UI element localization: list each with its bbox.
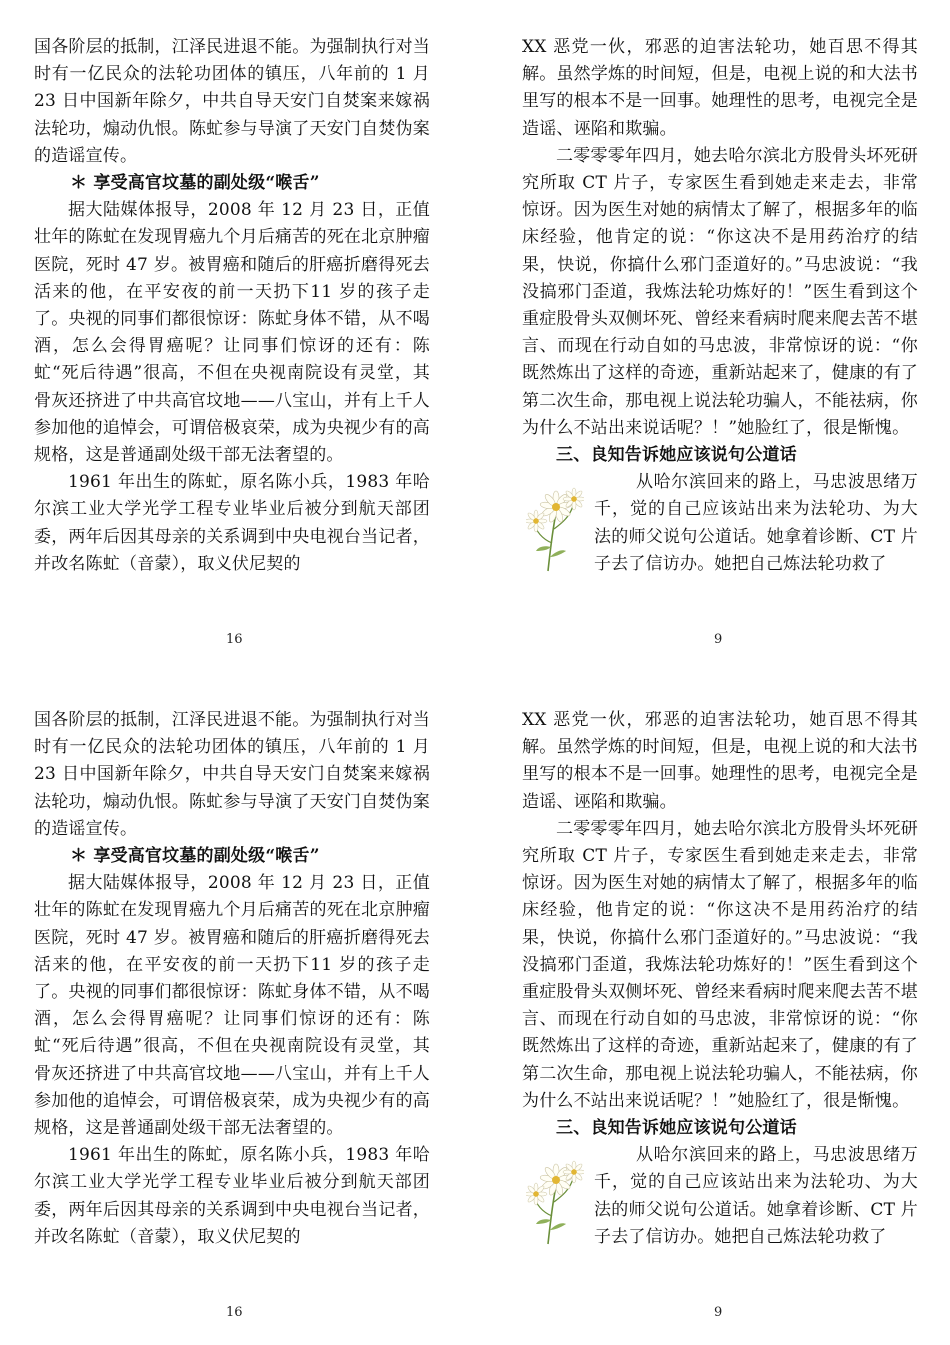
paragraph: 从哈尔滨回来的路上，马忠波思绪万千，觉的自己应该站出来为法轮功、为大法的师父说句公道话。她拿着诊断、CT 片子去了信访办。她把自己炼法轮功救了 bbox=[594, 1145, 918, 1247]
daisy-flower-icon bbox=[526, 473, 584, 573]
spread-bottom bbox=[0, 673, 950, 1345]
page-number: 9 bbox=[714, 632, 723, 647]
section-heading: 三、良知告诉她应该说句公道话 bbox=[556, 1118, 797, 1139]
daisy-flower-icon bbox=[526, 1146, 584, 1246]
section-heading: ＊ 享受高官坟墓的副处级“喉舌” bbox=[70, 846, 320, 867]
paragraph: 据大陆媒体报导，2008 年 12 月 23 日，正值壮年的陈虻在发现胃癌九个月后痛苦的死在北京肿瘤医院，死时 47 岁。被胃癌和随后的肝癌折磨得死去活来的他，在平安夜的前一天扔下11 岁的孩子走了。央视的同事们都很惊讶：陈虻身体不错，从不喝酒，怎么会得胃癌呢？让同事们惊讶的还有：陈虻“死后待遇”很高，不但在央视南院设有灵堂，其骨灰还挤进了中共高官坟地——八宝山，并有上千人参加他的追悼会，可谓倍极哀荣，成为央视少有的高规格，这是普通副处级干部无法奢望的。 bbox=[34, 873, 430, 1139]
right-page-text bbox=[522, 34, 918, 578]
section-heading: ＊ 享受高官坟墓的副处级“喉舌” bbox=[70, 173, 320, 194]
paragraph: 据大陆媒体报导，2008 年 12 月 23 日，正值壮年的陈虻在发现胃癌九个月后痛苦的死在北京肿瘤医院，死时 47 岁。被胃癌和随后的肝癌折磨得死去活来的他，在平安夜的前一天扔下11 岁的孩子走了。央视的同事们都很惊讶：陈虻身体不错，从不喝酒，怎么会得胃癌呢？让同事们惊讶的还有：陈虻“死后待遇”很高，不但在央视南院设有灵堂，其骨灰还挤进了中共高官坟地——八宝山，并有上千人参加他的追悼会，可谓倍极哀荣，成为央视少有的高规格，这是普通副处级干部无法奢望的。 bbox=[34, 200, 430, 466]
paragraph: 从哈尔滨回来的路上，马忠波思绪万千，觉的自己应该站出来为法轮功、为大法的师父说句公道话。她拿着诊断、CT 片子去了信访办。她把自己炼法轮功救了 bbox=[594, 472, 918, 574]
left-page-text bbox=[34, 34, 430, 578]
paragraph: XX 恶党一伙，邪恶的迫害法轮功，她百思不得其解。虽然学炼的时间短，但是，电视上说的和大法书里写的根本不是一回事。她理性的思考，电视完全是造谣、诬陷和欺骗。 bbox=[522, 37, 918, 139]
paragraph: 国各阶层的抵制，江泽民进退不能。为强制执行对当时有一亿民众的法轮功团体的镇压，八年前的 1 月 23 日中国新年除夕，中共自导天安门自焚案来嫁祸法轮功，煽动仇恨。陈虻参与导演了天安门自焚伪案的造谣宣传。 bbox=[34, 710, 430, 839]
paragraph: 1961 年出生的陈虻，原名陈小兵，1983 年哈尔滨工业大学光学工程专业毕业后被分到航天部团委，两年后因其母亲的关系调到中央电视台当记者，并改名陈虻（音蒙），取义伏尼契的 bbox=[34, 472, 430, 574]
section-heading: 三、良知告诉她应该说句公道话 bbox=[556, 445, 797, 466]
flower-paragraph bbox=[522, 469, 918, 578]
paragraph: 二零零零年四月，她去哈尔滨北方股骨头坏死研究所取 CT 片子，专家医生看到她走来走去，非常惊讶。因为医生对她的病情太了解了，根据多年的临床经验，他肯定的说：“你这决不是用药治疗的结果，快说，你搞什么邪门歪道好的。”马忠波说：“我没搞邪门歪道，我炼法轮功炼好的！”医生看到这个重症股骨头双侧坏死、曾经来看病时爬来爬去苦不堪言、而现在行动自如的马忠波，非常惊讶的说：“你既然炼出了这样的奇迹，重新站起来了，健康的有了第二次生命，那电视上说法轮功骗人，不能祛病，你为什么不站出来说话呢？！”她脸红了，很是惭愧。 bbox=[522, 818, 918, 1111]
right-page-text bbox=[522, 707, 918, 1251]
left-page-text bbox=[34, 707, 430, 1251]
paragraph: XX 恶党一伙，邪恶的迫害法轮功，她百思不得其解。虽然学炼的时间短，但是，电视上说的和大法书里写的根本不是一回事。她理性的思考，电视完全是造谣、诬陷和欺骗。 bbox=[522, 710, 918, 812]
flower-paragraph bbox=[522, 1142, 918, 1251]
paragraph: 二零零零年四月，她去哈尔滨北方股骨头坏死研究所取 CT 片子，专家医生看到她走来走去，非常惊讶。因为医生对她的病情太了解了，根据多年的临床经验，他肯定的说：“你这决不是用药治疗的结果，快说，你搞什么邪门歪道好的。”马忠波说：“我没搞邪门歪道，我炼法轮功炼好的！”医生看到这个重症股骨头双侧坏死、曾经来看病时爬来爬去苦不堪言、而现在行动自如的马忠波，非常惊讶的说：“你既然炼出了这样的奇迹，重新站起来了，健康的有了第二次生命，那电视上说法轮功骗人，不能祛病，你为什么不站出来说话呢？！”她脸红了，很是惭愧。 bbox=[522, 145, 918, 438]
page-number: 9 bbox=[714, 1305, 723, 1320]
page-number: 16 bbox=[226, 1305, 243, 1320]
paragraph: 1961 年出生的陈虻，原名陈小兵，1983 年哈尔滨工业大学光学工程专业毕业后被分到航天部团委，两年后因其母亲的关系调到中央电视台当记者，并改名陈虻（音蒙），取义伏尼契的 bbox=[34, 1145, 430, 1247]
spread-top bbox=[0, 0, 950, 672]
page-number: 16 bbox=[226, 632, 243, 647]
paragraph: 国各阶层的抵制，江泽民进退不能。为强制执行对当时有一亿民众的法轮功团体的镇压，八年前的 1 月 23 日中国新年除夕，中共自导天安门自焚案来嫁祸法轮功，煽动仇恨。陈虻参与导演了天安门自焚伪案的造谣宣传。 bbox=[34, 37, 430, 166]
